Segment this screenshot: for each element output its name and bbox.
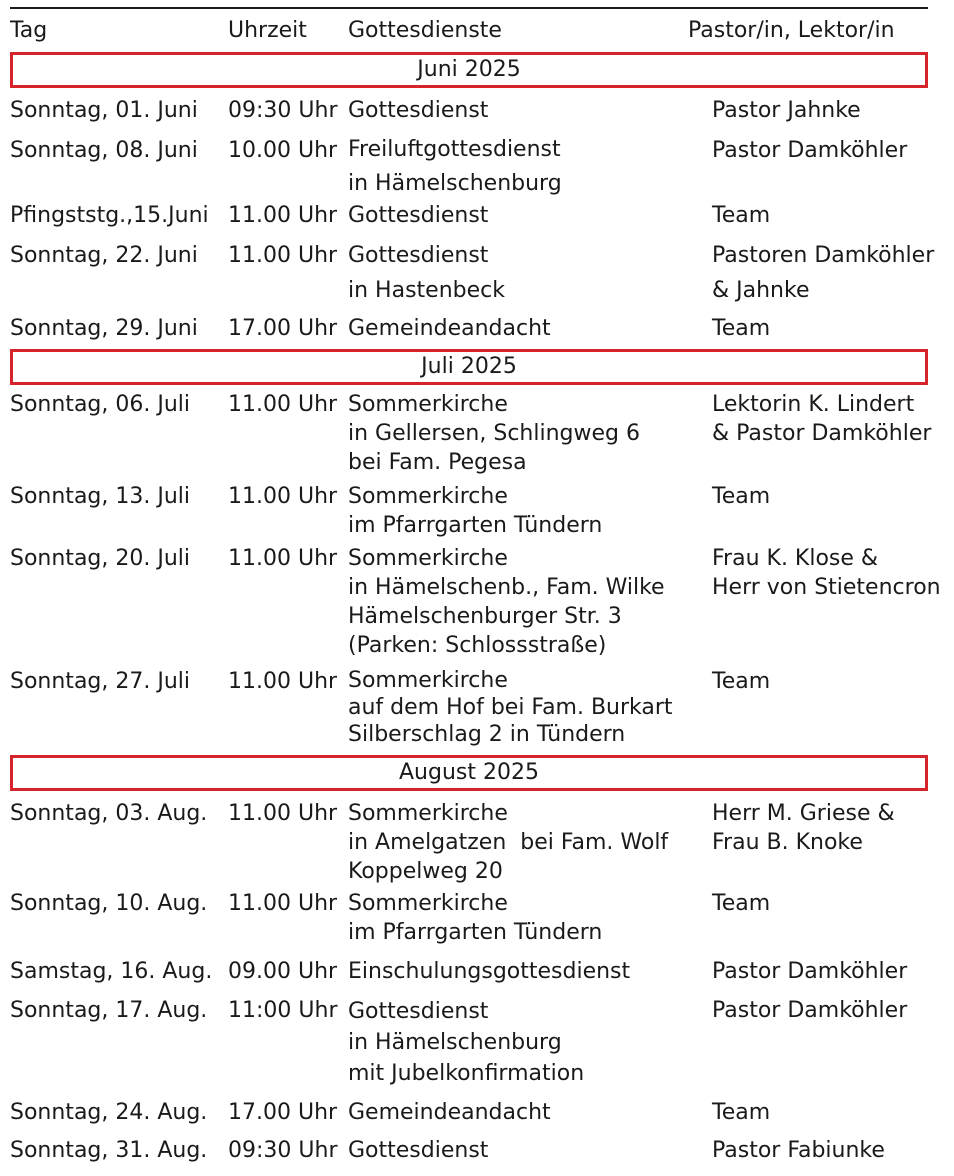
row-service: Sommerkirche im Pfarrgarten Tündern xyxy=(348,891,603,945)
row-pastor: Pastoren Damköhler & Jahnke xyxy=(712,243,935,303)
row-pastor: Pastor Damköhler xyxy=(712,138,908,163)
row-day: Sonntag, 29. Juni xyxy=(10,316,198,341)
header-uhrzeit: Uhrzeit xyxy=(228,18,307,43)
header-pastor: Pastor/in, Lektor/in xyxy=(688,18,895,43)
row-time: 10.00 Uhr xyxy=(228,138,338,163)
row-service: Sommerkirche auf dem Hof bei Fam. Burkart Silberschlag 2 in Tündern xyxy=(348,668,673,747)
row-time: 09.00 Uhr xyxy=(228,959,338,984)
row-service: Einschulungsgottesdienst xyxy=(348,959,631,984)
row-service: Gottesdienst in Hämelschenburg mit Jubelkonfirmation xyxy=(348,999,585,1086)
row-day: Sonntag, 03. Aug. xyxy=(10,801,208,826)
row-time: 11.00 Uhr xyxy=(228,801,338,826)
row-day: Sonntag, 22. Juni xyxy=(10,243,198,268)
row-time: 11.00 Uhr xyxy=(228,243,338,268)
row-service: Sommerkirche im Pfarrgarten Tündern xyxy=(348,484,603,538)
row-time: 11.00 Uhr xyxy=(228,891,338,916)
row-pastor: Team xyxy=(712,891,771,916)
row-service: Sommerkirche in Amelgatzen bei Fam. Wolf Koppelweg 20 xyxy=(348,801,669,884)
row-time: 11.00 Uhr xyxy=(228,484,338,509)
month-header-juli: Juli 2025 xyxy=(10,349,928,385)
row-time: 11.00 Uhr xyxy=(228,203,338,228)
row-day: Sonntag, 24. Aug. xyxy=(10,1100,208,1125)
month-header-august: August 2025 xyxy=(10,755,928,791)
row-service: Gottesdienst xyxy=(348,98,489,123)
row-pastor: Team xyxy=(712,203,771,228)
month-header-juni: Juni 2025 xyxy=(10,52,928,88)
row-time: 09:30 Uhr xyxy=(228,1138,338,1163)
row-pastor: Frau K. Klose & Herr von Stietencron xyxy=(712,546,941,600)
row-day: Pfingststg.,15.Juni xyxy=(10,203,209,228)
row-pastor: Herr M. Griese & Frau B. Knoke xyxy=(712,801,895,855)
row-time: 11.00 Uhr xyxy=(228,546,338,571)
row-time: 17.00 Uhr xyxy=(228,1100,338,1125)
row-service: Gottesdienst xyxy=(348,203,489,228)
row-time: 11.00 Uhr xyxy=(228,392,338,417)
row-time: 11:00 Uhr xyxy=(228,998,338,1023)
row-pastor: Pastor Damköhler xyxy=(712,998,908,1023)
row-day: Sonntag, 31. Aug. xyxy=(10,1138,208,1163)
row-time: 09:30 Uhr xyxy=(228,98,338,123)
row-day: Sonntag, 13. Juli xyxy=(10,484,191,509)
row-service: Sommerkirche in Hämelschenb., Fam. Wilke Hämelschenburger Str. 3 (Parken: Schlossstraße) xyxy=(348,546,665,658)
top-rule xyxy=(10,7,928,9)
row-day: Samstag, 16. Aug. xyxy=(10,959,213,984)
row-day: Sonntag, 01. Juni xyxy=(10,98,198,123)
row-service: Freiluftgottesdienst in Hämelschenburg xyxy=(348,137,562,196)
row-day: Sonntag, 17. Aug. xyxy=(10,998,208,1023)
row-pastor: Team xyxy=(712,1100,771,1125)
row-service: Gemeindeandacht xyxy=(348,1100,551,1125)
row-time: 17.00 Uhr xyxy=(228,316,338,341)
row-day: Sonntag, 06. Juli xyxy=(10,392,191,417)
row-pastor: Lektorin K. Lindert & Pastor Damköhler xyxy=(712,392,932,446)
row-service: Sommerkirche in Gellersen, Schlingweg 6 bei Fam. Pegesa xyxy=(348,392,640,475)
row-service: Gemeindeandacht xyxy=(348,316,551,341)
row-pastor: Team xyxy=(712,316,771,341)
header-tag: Tag xyxy=(10,18,48,43)
row-pastor: Team xyxy=(712,484,771,509)
row-time: 11.00 Uhr xyxy=(228,669,338,694)
row-day: Sonntag, 27. Juli xyxy=(10,669,191,694)
header-gottesdienste: Gottesdienste xyxy=(348,18,502,43)
row-day: Sonntag, 20. Juli xyxy=(10,546,191,571)
row-pastor: Pastor Damköhler xyxy=(712,959,908,984)
row-pastor: Pastor Jahnke xyxy=(712,98,861,123)
row-pastor: Pastor Fabiunke xyxy=(712,1138,885,1163)
row-service: Gottesdienst in Hastenbeck xyxy=(348,243,505,303)
row-service: Gottesdienst xyxy=(348,1138,489,1163)
row-pastor: Team xyxy=(712,669,771,694)
row-day: Sonntag, 10. Aug. xyxy=(10,891,208,916)
row-day: Sonntag, 08. Juni xyxy=(10,138,198,163)
